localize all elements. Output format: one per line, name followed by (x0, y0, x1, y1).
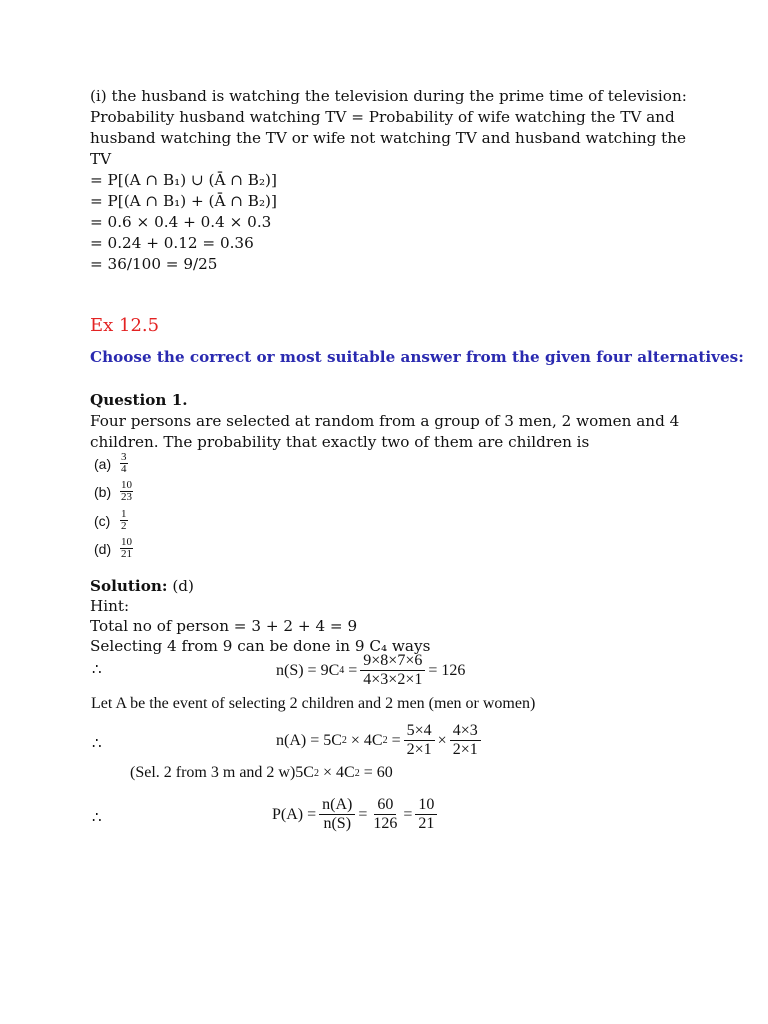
hint-label: Hint: (90, 597, 130, 615)
pa-f3-denominator: 21 (418, 815, 435, 832)
pa-f2-denominator: 126 (373, 815, 398, 832)
na-equation (276, 722, 484, 759)
event-description: Let A be the event of selecting 2 children and 2 men (men or women) (91, 695, 536, 712)
ns-result: = 126 (428, 661, 466, 679)
intro-line-4: TV (90, 150, 112, 168)
option-d (94, 537, 133, 560)
pa-fraction-2 (370, 796, 400, 833)
solution-answer: (d) (172, 577, 194, 595)
intro-line-2: Probability husband watching TV = Probability of wife watching the TV and (90, 108, 675, 126)
na-lhs: n(A) = 5C (276, 731, 342, 749)
selection-equation (130, 764, 393, 782)
pa-fraction-3 (415, 796, 437, 833)
ns-equation (276, 652, 465, 689)
total-persons: Total no of person = 3 + 2 + 4 = 9 (90, 617, 358, 635)
na-subscript-2: 2 (382, 735, 388, 746)
equation-line-4: = 0.24 + 0.12 = 0.36 (90, 234, 254, 252)
ns-fraction (360, 652, 425, 689)
na-subscript-1: 2 (341, 735, 347, 746)
option-c (94, 509, 128, 532)
solution-heading: Solution: (90, 577, 168, 595)
pa-f3-numerator: 10 (415, 796, 437, 815)
selecting-ways: Selecting 4 from 9 can be done in 9 C₄ ways (90, 637, 431, 655)
intro-line-3: husband watching the TV or wife not watching TV and husband watching the (90, 129, 687, 147)
ns-equals: = (348, 661, 358, 679)
option-b (94, 480, 133, 503)
question-text-line-2: children. The probability that exactly two of them are children is (90, 433, 590, 451)
na-f1-numerator: 5×4 (404, 722, 435, 741)
pa-f2-numerator: 60 (374, 796, 396, 815)
option-fraction (120, 452, 128, 475)
therefore-symbol: ∴ (92, 808, 102, 826)
fraction-numerator: 10 (121, 479, 132, 491)
therefore-symbol: ∴ (92, 660, 102, 678)
option-fraction (120, 509, 128, 532)
equation-line-2: = P[(A ∩ B₁) + (Ā ∩ B₂)] (90, 192, 277, 210)
intro-line-1: (i) the husband is watching the television during the prime time of television: (90, 87, 687, 105)
pa-equation (272, 796, 440, 833)
fraction-numerator: 1 (121, 508, 127, 520)
pa-equals-1: = (358, 805, 368, 823)
pa-fraction-1 (319, 796, 355, 833)
question-heading: Question 1. (90, 391, 188, 409)
equation-line-5: = 36/100 = 9/25 (90, 255, 218, 273)
selection-subscript-2: 2 (354, 767, 360, 779)
option-fraction (120, 537, 133, 560)
na-f2-numerator: 4×3 (450, 722, 481, 741)
option-label: (c) (94, 512, 111, 529)
pa-lhs: P(A) = (272, 805, 317, 823)
pa-f1-numerator: n(A) (319, 796, 355, 815)
question-text-line-1: Four persons are selected at random from a group of 3 men, 2 women and 4 (90, 412, 680, 430)
na-fraction-1 (404, 722, 435, 759)
selection-text: (Sel. 2 from 3 m and 2 w)5C (130, 764, 314, 781)
na-f1-denominator: 2×1 (406, 741, 432, 758)
exercise-instruction: Choose the correct or most suitable answer from the given four alternatives: (90, 348, 744, 366)
ns-lhs: n(S) = 9C (276, 661, 340, 679)
option-label: (a) (94, 455, 112, 472)
fraction-denominator: 4 (121, 463, 127, 475)
selection-subscript-1: 2 (313, 767, 319, 779)
option-label: (b) (94, 483, 112, 500)
equation-line-1: = P[(A ∩ B₁) ∪ (Ā ∩ B₂)] (90, 171, 277, 189)
fraction-numerator: 3 (121, 451, 127, 463)
fraction-numerator: 10 (121, 536, 132, 548)
fraction-denominator: 21 (121, 548, 132, 560)
ns-denominator: 4×3×2×1 (363, 671, 423, 688)
na-mid: × 4C (350, 731, 383, 749)
option-label: (d) (94, 540, 112, 557)
equation-line-3: = 0.6 × 0.4 + 0.4 × 0.3 (90, 213, 272, 231)
ns-numerator: 9×8×7×6 (360, 652, 425, 671)
ns-subscript: 4 (339, 665, 345, 676)
option-fraction (120, 480, 133, 503)
na-fraction-2 (450, 722, 481, 759)
option-a (94, 452, 128, 475)
selection-mid: × 4C (322, 764, 355, 781)
na-equals: = (391, 731, 401, 749)
fraction-denominator: 23 (121, 491, 132, 503)
na-f2-denominator: 2×1 (452, 741, 478, 758)
na-times: × (437, 731, 447, 749)
pa-f1-denominator: n(S) (323, 815, 352, 832)
therefore-symbol: ∴ (92, 734, 102, 752)
exercise-title: Ex 12.5 (90, 315, 160, 336)
selection-result: = 60 (363, 764, 393, 781)
solution-line (90, 576, 194, 597)
pa-equals-2: = (403, 805, 413, 823)
fraction-denominator: 2 (121, 520, 127, 532)
